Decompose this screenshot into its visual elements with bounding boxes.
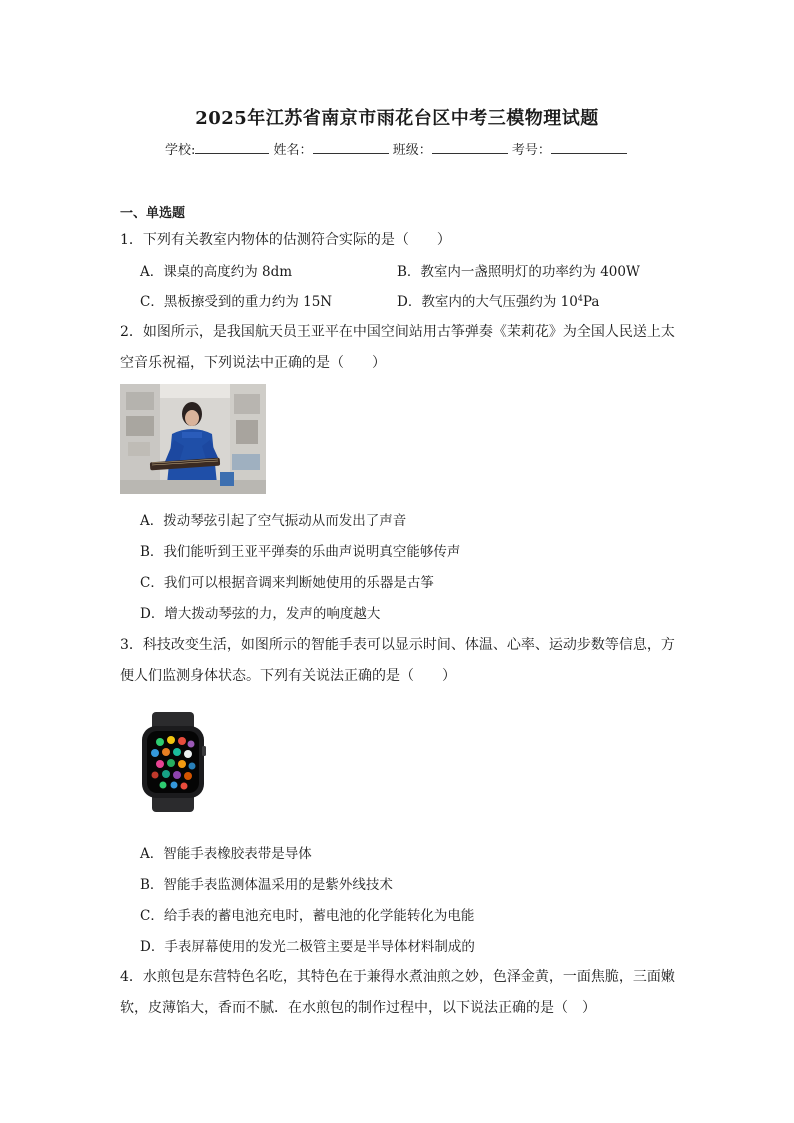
question-3-option-a: A．智能手表橡胶表带是导体: [140, 846, 312, 862]
question-1-option-a: A．课桌的高度约为 8dm: [140, 264, 293, 280]
option-d-unit: Pa: [582, 294, 600, 310]
question-2-option-a: A．拨动琴弦引起了空气振动从而发出了声音: [140, 513, 407, 529]
school-label: 学校:: [165, 143, 196, 158]
question-2-option-c: C．我们可以根据音调来判断她使用的乐器是古筝: [140, 575, 434, 591]
astronaut-guzheng-photo: [120, 384, 266, 494]
question-2-option-b: B．我们能听到王亚平弹奏的乐曲声说明真空能够传声: [140, 544, 461, 560]
smartwatch-image: [138, 712, 208, 812]
question-1-stem: 1．下列有关教室内物体的估测符合实际的是（ ）: [120, 232, 451, 248]
question-2-stem-line-2: 空音乐祝福，下列说法中正确的是（ ）: [120, 355, 386, 371]
name-blank[interactable]: [313, 140, 389, 154]
question-3-stem-line-2: 便人们监测身体状态。下列有关说法正确的是（ ）: [120, 668, 456, 684]
question-3-stem-line-1: 3．科技改变生活，如图所示的智能手表可以显示时间、体温、心率、运动步数等信息，方: [120, 637, 675, 653]
question-2-stem-line-1: 2．如图所示，是我国航天员王亚平在中国空间站用古筝弹奏《茉莉花》为全国人民送上太: [120, 324, 675, 340]
class-blank[interactable]: [432, 140, 508, 154]
section-heading: 一、单选题: [120, 206, 186, 221]
student-info-line: [165, 139, 627, 158]
question-4-stem-line-2: 软，皮薄馅大，香而不腻．在水煎包的制作过程中，以下说法正确的是（ ）: [120, 1000, 596, 1016]
question-1-option-b: B．教室内一盏照明灯的功率约为 400W: [397, 264, 640, 280]
question-1-option-d: [397, 290, 599, 310]
question-2-option-d: D．增大拨动琴弦的力，发声的响度越大: [140, 606, 381, 622]
name-label: 姓名：: [273, 143, 313, 158]
question-4-stem-line-1: 4．水煎包是东营特色名吃，其特色在于兼得水煮油煎之妙，色泽金黄，一面焦脆，三面嫩: [120, 969, 675, 985]
question-3-option-b: B．智能手表监测体温采用的是紫外线技术: [140, 877, 393, 893]
question-3-option-c: C．给手表的蓄电池充电时，蓄电池的化学能转化为电能: [140, 908, 475, 924]
exam-no-label: 考号：: [511, 143, 551, 158]
question-3-option-d: D．手表屏幕使用的发光二极管主要是半导体材料制成的: [140, 939, 475, 955]
option-d-exponent: 4: [577, 294, 583, 303]
question-1-option-c: C．黑板擦受到的重力约为 15N: [140, 294, 333, 310]
exam-no-blank[interactable]: [551, 140, 627, 154]
option-d-text: D．教室内的大气压强约为 10: [397, 294, 578, 310]
school-blank[interactable]: [195, 140, 269, 154]
exam-title: 2025年江苏省南京市雨花台区中考三模物理试题: [195, 108, 599, 129]
class-label: 班级：: [392, 143, 432, 158]
